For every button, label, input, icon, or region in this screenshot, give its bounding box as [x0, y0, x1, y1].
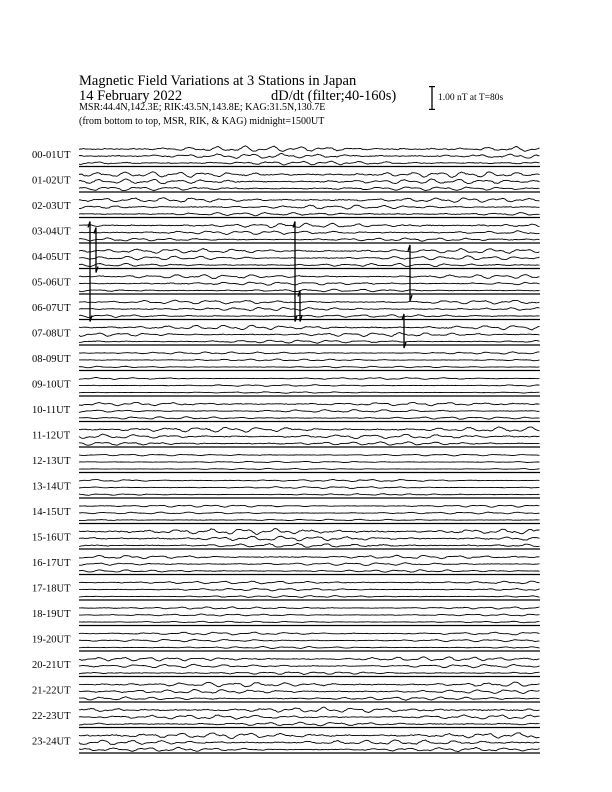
- chart-date: 14 February 2022: [79, 88, 183, 104]
- trace-kag: [79, 707, 540, 712]
- hour-label: 08-09UT: [32, 354, 71, 365]
- trace-msr: [79, 263, 540, 266]
- trace-kag: [79, 632, 540, 635]
- hour-label: 13-14UT: [32, 481, 71, 493]
- trace-kag: [79, 427, 540, 432]
- spike-trace: [88, 222, 92, 322]
- trace-rik: [79, 664, 540, 668]
- trace-kag: [79, 223, 540, 227]
- trace-msr: [79, 672, 540, 674]
- trace-kag: [79, 454, 540, 456]
- trace-kag: [79, 479, 540, 481]
- hour-label: 00-01UT: [32, 150, 71, 161]
- hour-label: 21-22UT: [32, 685, 71, 697]
- hour-label: 17-18UT: [32, 583, 71, 595]
- trace-rik: [79, 536, 540, 541]
- trace-rik: [79, 385, 540, 387]
- trace-rik: [79, 179, 540, 184]
- trace-msr: [79, 161, 540, 165]
- spike-trace: [293, 222, 297, 322]
- trace-kag: [79, 657, 540, 661]
- trace-rik: [79, 153, 540, 158]
- hour-label: 14-15UT: [32, 507, 71, 518]
- hour-label: 20-21UT: [32, 660, 71, 671]
- trace-msr: [79, 392, 540, 393]
- trace-msr: [79, 315, 540, 318]
- spike-trace: [94, 228, 98, 273]
- trace-kag: [79, 146, 540, 152]
- trace-msr: [79, 543, 540, 547]
- hour-label: 11-12UT: [32, 430, 71, 442]
- trace-msr: [79, 366, 540, 368]
- trace-rik: [79, 461, 540, 462]
- trace-rik: [79, 231, 540, 235]
- trace-rik: [79, 614, 540, 616]
- hour-label: 01-02UT: [32, 175, 71, 187]
- hour-label: 12-13UT: [32, 456, 71, 467]
- hour-label: 09-10UT: [32, 379, 71, 391]
- hour-label: 15-16UT: [32, 532, 71, 544]
- hour-label: 05-06UT: [32, 277, 71, 289]
- hour-label: 23-24UT: [32, 736, 71, 748]
- trace-rik: [79, 715, 540, 719]
- hour-label: 22-23UT: [32, 711, 71, 722]
- station-order-note: (from bottom to top, MSR, RIK, & KAG) midnight=1500UT: [79, 116, 325, 127]
- hour-label: 06-07UT: [32, 303, 71, 314]
- trace-msr: [79, 468, 540, 469]
- trace-rik: [79, 588, 540, 590]
- trace-msr: [79, 494, 540, 496]
- trace-msr: [79, 289, 540, 292]
- hour-label: 07-08UT: [32, 328, 71, 340]
- trace-msr: [79, 747, 540, 751]
- trace-rik: [79, 410, 540, 413]
- hour-label: 04-05UT: [32, 252, 71, 263]
- trace-kag: [79, 607, 540, 609]
- hour-label: 16-17UT: [32, 558, 71, 569]
- trace-rik: [79, 512, 540, 514]
- trace-kag: [79, 198, 540, 202]
- trace-rik: [79, 563, 540, 566]
- trace-kag: [79, 275, 540, 279]
- trace-msr: [79, 722, 540, 726]
- trace-kag: [79, 529, 540, 535]
- trace-kag: [79, 581, 540, 584]
- chart-quantity: dD/dt (filter;40-160s): [271, 88, 397, 104]
- trace-msr: [79, 340, 540, 343]
- chart-title: Magnetic Field Variations at 3 Stations in Japan: [79, 73, 357, 89]
- trace-kag: [79, 377, 540, 379]
- trace-msr: [79, 417, 540, 420]
- station-coordinates: MSR:44.4N,142.3E; RIK:43.5N,143.8E; KAG:31.5N,130.7E: [79, 102, 326, 113]
- hour-label: 18-19UT: [32, 609, 71, 620]
- scale-label: 1.00 nT at T=80s: [438, 93, 504, 103]
- trace-msr: [79, 238, 540, 241]
- hour-label: 19-20UT: [32, 634, 71, 646]
- trace-kag: [79, 300, 540, 304]
- trace-rik: [79, 282, 540, 285]
- hour-label: 02-03UT: [32, 201, 71, 212]
- trace-rik: [79, 434, 540, 439]
- trace-rik: [79, 690, 540, 694]
- hour-label: 03-04UT: [32, 226, 71, 238]
- trace-rik: [79, 639, 540, 641]
- trace-rik: [79, 740, 540, 744]
- trace-rik: [79, 256, 540, 260]
- trace-msr: [79, 519, 540, 520]
- trace-kag: [79, 682, 540, 687]
- spike-trace: [298, 291, 302, 322]
- trace-rik: [79, 307, 540, 310]
- trace-rik: [79, 487, 540, 489]
- trace-kag: [79, 505, 540, 507]
- trace-kag: [79, 402, 540, 405]
- trace-rik: [79, 205, 540, 209]
- trace-rik: [79, 359, 540, 361]
- trace-kag: [79, 325, 540, 330]
- trace-msr: [79, 442, 540, 446]
- trace-msr: [79, 570, 540, 572]
- trace-rik: [79, 333, 540, 337]
- trace-kag: [79, 555, 540, 558]
- trace-kag: [79, 733, 540, 739]
- hour-label: 10-11UT: [32, 405, 71, 416]
- trace-kag: [79, 172, 540, 178]
- trace-msr: [79, 187, 540, 191]
- trace-msr: [79, 646, 540, 648]
- spike-trace: [408, 245, 412, 301]
- trace-msr: [79, 697, 540, 701]
- trace-msr: [79, 621, 540, 622]
- trace-kag: [79, 249, 540, 254]
- trace-kag: [79, 352, 540, 354]
- trace-msr: [79, 212, 540, 215]
- trace-msr: [79, 596, 540, 598]
